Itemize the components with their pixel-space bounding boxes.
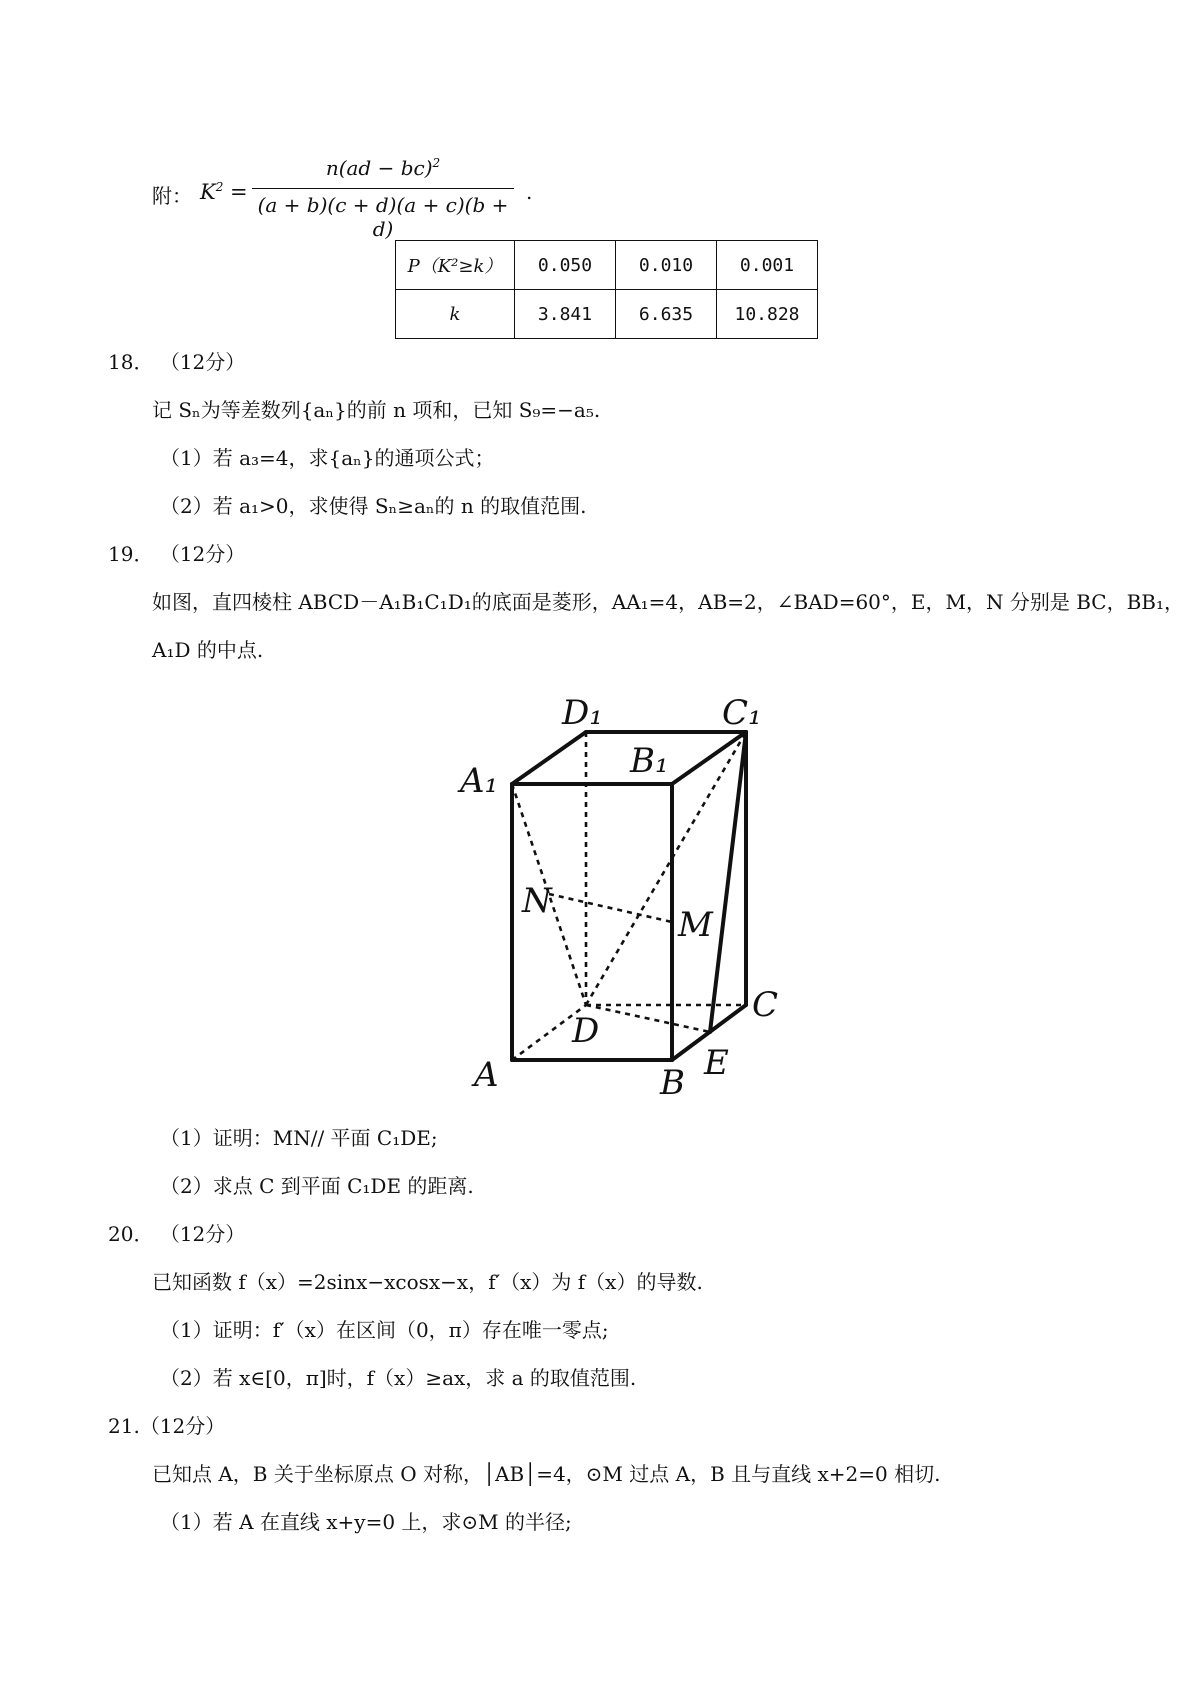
formula-end-mark: . — [526, 180, 533, 204]
edge-NM-hidden — [549, 894, 672, 922]
label-D1: D₁ — [562, 693, 603, 733]
q18-part1: （1）若 a₃=4，求{aₙ}的通项公式； — [160, 446, 495, 470]
fraction-bar — [252, 188, 514, 189]
critical-value-table — [395, 240, 818, 339]
q21-header: 21.（12分） — [108, 1414, 226, 1438]
table-row — [396, 241, 818, 290]
table-cell: 10.828 — [717, 290, 818, 339]
label-E: E — [704, 1043, 729, 1083]
label-A1: A₁ — [460, 761, 499, 801]
formula-denominator: (a + b)(c + d)(a + c)(b + d) — [257, 193, 509, 241]
table-header-p: P（K²≥k） — [396, 241, 515, 290]
q19-part2: （2）求点 C 到平面 C₁DE 的距离. — [160, 1174, 474, 1198]
table-cell: 6.635 — [616, 290, 717, 339]
label-C1: C₁ — [722, 693, 762, 733]
q21-part1: （1）若 A 在直线 x+y=0 上，求⊙M 的半径; — [160, 1510, 572, 1534]
q18-header: 18． （12分） — [108, 350, 246, 374]
table-cell: 0.050 — [515, 241, 616, 290]
prism-figure — [440, 680, 780, 1100]
q20-stem: 已知函数 f（x）=2sinx−xcosx−x，f′（x）为 f（x）的导数. — [152, 1270, 703, 1294]
q20-header: 20． （12分） — [108, 1222, 246, 1246]
table-cell: 0.010 — [616, 241, 717, 290]
label-M: M — [678, 905, 713, 945]
q20-part2: （2）若 x∈[0，π]时，f（x）≥ax，求 a 的取值范围. — [160, 1366, 637, 1390]
chi-square-formula — [152, 150, 712, 241]
q20-part1: （1）证明：f′（x）在区间（0，π）存在唯一零点; — [160, 1318, 609, 1342]
label-D: D — [572, 1011, 600, 1051]
table-row — [396, 290, 818, 339]
table-cell: 0.001 — [717, 241, 818, 290]
edge-DE-hidden — [586, 1005, 710, 1032]
edge-C1E — [710, 732, 746, 1032]
formula-fraction — [252, 156, 514, 241]
label-B1: B₁ — [630, 741, 669, 781]
label-B: B — [660, 1063, 685, 1100]
q18-part2: （2）若 a₁>0，求使得 Sₙ≥aₙ的 n 的取值范围. — [160, 494, 587, 518]
label-C: C — [752, 985, 779, 1025]
q19-part1: （1）证明：MN// 平面 C₁DE; — [160, 1126, 438, 1150]
q19-header: 19． （12分） — [108, 542, 246, 566]
table-header-k: k — [396, 290, 515, 339]
q19-stem-line2: A₁D 的中点. — [152, 638, 264, 662]
table-cell: 3.841 — [515, 290, 616, 339]
appendix-lead: 附： — [152, 184, 192, 208]
label-N: N — [522, 881, 552, 921]
q18-stem: 记 Sₙ为等差数列{aₙ}的前 n 项和，已知 S₉=−a₅. — [152, 398, 601, 422]
edge-A1D1 — [512, 732, 586, 784]
q21-stem: 已知点 A，B 关于坐标原点 O 对称，│AB│=4，⊙M 过点 A，B 且与直线 x+2=0 相切. — [152, 1462, 941, 1486]
edge-B1C1 — [672, 732, 746, 784]
formula-numerator: n(ad − bc)$^2$ — [325, 156, 441, 180]
formula-lhs: $K^2$ = — [200, 180, 248, 204]
label-A: A — [474, 1055, 499, 1095]
q19-stem-line1: 如图，直四棱柱 ABCD－A₁B₁C₁D₁的底面是菱形，AA₁=4，AB=2，∠BAD=60°，E，M，N 分别是 BC，BB₁， — [152, 590, 1184, 614]
